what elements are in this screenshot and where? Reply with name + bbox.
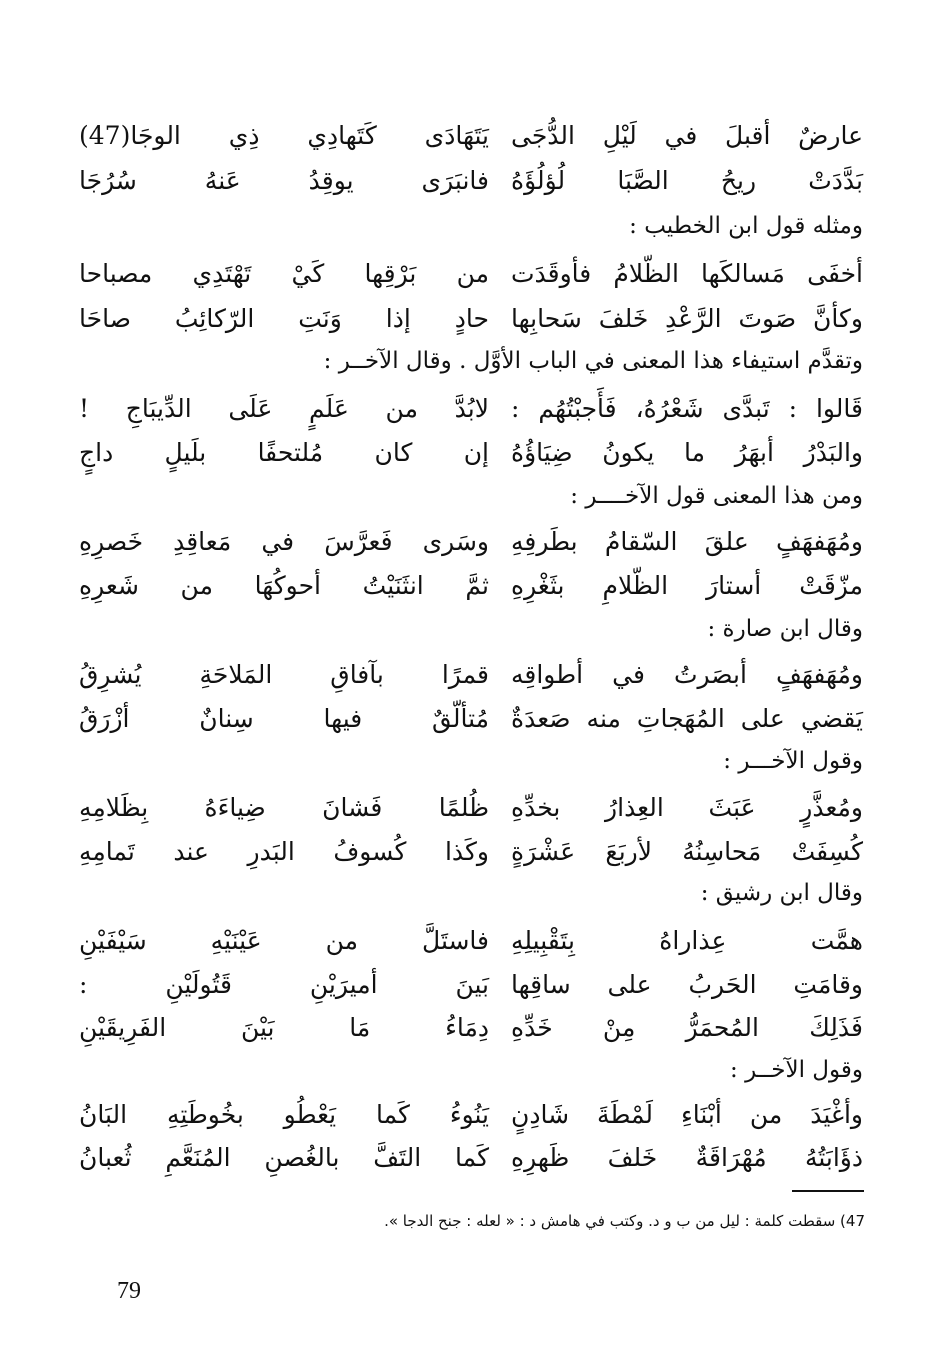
prose-line: ومثله قول ابن الخطيب : (629, 213, 863, 239)
page-number: 79 (117, 1278, 141, 1304)
verse-hemistich-left: قمرًا بآفاقِ المَلاحَةِ يُشرِقُ (79, 660, 489, 689)
verse-hemistich-right: ومُهَفهَفٍ علقَ السّقامُ بطَرفِهِ (511, 527, 863, 556)
verse-hemistich-left: يَتَهَادَى كَتَهادِي ذِي الوجَا(47) (79, 121, 489, 150)
verse-hemistich-right: مزّقَتْ أستارَ الظّلامِ بثَغْرِهِ (511, 571, 863, 600)
verse-hemistich-left: كَما التَفَّ بالغُصنِ المُنَعَّمِ ثُعبانُ (79, 1143, 489, 1172)
verse-hemistich-right: والبَدْرُ أبهَرُ ما يكونُ ضِيَاؤُهُ (511, 438, 863, 467)
prose-line: وتقدَّم استيفاء هذا المعنى في الباب الأوَّل . وقال الآخــر : (323, 348, 863, 374)
prose-line: وقول الآخــر : (730, 1057, 863, 1083)
verse-hemistich-left: وكَذا كُسوفُ البَدرِ عند تَمامِهِ (79, 837, 489, 866)
verse-hemistich-left: بَينَ أميرَيْنِ قَتُولَيْنِ : (79, 970, 489, 999)
prose-line: وقال ابن صارة : (707, 616, 863, 642)
verse-hemistich-right: وأغْيَدَ من أبْنَاءِ لَمْطَةَ شَادِنٍ (511, 1100, 863, 1129)
verse-hemistich-right: بَدَّدَتْ ريحُ الصَّبَا لُؤلُؤَهُ (511, 166, 863, 195)
verse-hemistich-right: فَذَلِكَ المُحمَرُّ مِنْ خَدِّهِ (511, 1013, 863, 1042)
verse-hemistich-left: فاستَلَّ من عَيْنَيْهِ سَيْفَيْنِ (79, 926, 489, 955)
verse-hemistich-right: عارضٌ أقبلَ في لَيْلِ الدُّجَى (511, 121, 863, 150)
verse-hemistich-left: يَنُوءُ كَما يَعْطُو بخُوطَتِهِ البَانُ (79, 1100, 489, 1129)
footnote-separator (792, 1190, 864, 1192)
verse-hemistich-right: أخفَى مَسالكَها الظّلامُ فأوقَدَت (511, 259, 863, 288)
prose-line: وقول الآخـــر : (723, 748, 863, 774)
verse-hemistich-right: همَّت عِذاراهُ بِتَقْبِيلِهِ (511, 926, 863, 955)
verse-hemistich-right: يَقضي على المُهَجاتِ منه صَعدَةٌ (511, 704, 863, 733)
verse-hemistich-right: قَالوا : تَبدَّى شَعْرُهُ، فَأَجبْتُهُم : (511, 394, 863, 423)
verse-hemistich-left: وسَرى فَعرَّسَ في مَعاقِدِ خَصرِهِ (79, 527, 489, 556)
verse-hemistich-left: إن كان مُلتحفًا بلَيلٍ داجٍ (79, 438, 489, 467)
verse-hemistich-right: ومُعذَّرٍ عَبَثَ العِذارُ بخدِّهِ (511, 793, 863, 822)
verse-hemistich-left: ثمَّ انثَنَيْتُ أحوكُهَا من شَعرِهِ (79, 571, 489, 600)
footnote: 47) سقطت كلمة : ليل من ب و د. وكتب في هامش د : « لعله : جنح الدجا ». (384, 1212, 865, 1230)
verse-hemistich-right: ومُهَفهَفٍ أبصَرتُ في أطواقِه (511, 660, 863, 689)
verse-hemistich-right: وقامَتِ الحَربُ على ساقِها (511, 970, 863, 999)
verse-hemistich-right: وكأنَّ صَوتَ الرَّعْدِ خَلفَ سَحابِها (511, 304, 863, 333)
verse-hemistich-right: ذؤَابَتُهُ مُهْرَاقَةٌ خَلفَ ظَهرِهِ (511, 1143, 863, 1172)
prose-line: ومن هذا المعنى قول الآخــــر : (570, 483, 863, 509)
verse-hemistich-left: لابُدَّ من عَلَمٍ عَلَى الدِّيبَاجِ ! (79, 394, 489, 423)
verse-hemistich-left: دِمَاءُ مَا بَيْنَ الفَرِيقَيْنِ (79, 1013, 489, 1042)
verse-hemistich-left: ظُلمًا فَشانَ ضِياءَهُ بِظَلامِهِ (79, 793, 489, 822)
verse-hemistich-right: كُسِفَتْ مَحاسِنُهُ لأربَعَ عَشْرَةٍ (511, 837, 863, 866)
verse-hemistich-left: حادٍ إذا وَنَتِ الرّكائِبُ صاحَا (79, 304, 489, 333)
verse-hemistich-left: مُتألّقٌ فيها سِنانٌ أزْرَقُ (79, 704, 489, 733)
verse-hemistich-left: فانبَرَى يوقِدُ عَنهُ سُرُجَا (79, 166, 489, 195)
prose-line: وقال ابن رشيق : (700, 880, 863, 906)
verse-hemistich-left: من بَرْقِها كَيْ تَهْتَدِي مصباحا (79, 259, 489, 288)
